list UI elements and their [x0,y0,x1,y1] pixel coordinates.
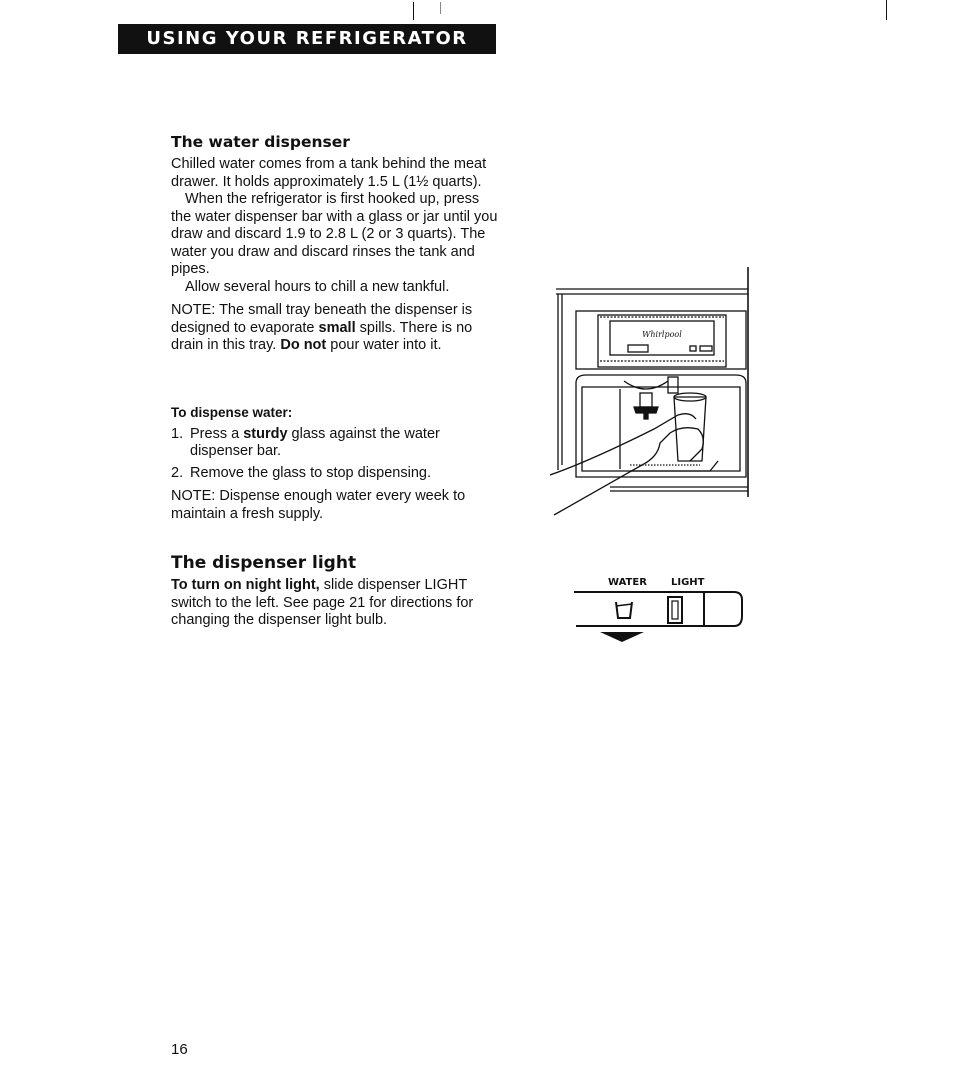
crop-mark [440,2,441,14]
control-panel-diagram [574,588,754,646]
dispenser-light-body [171,577,501,630]
list-item: 1. Press a sturdy glass against the water dispenser bar. [171,425,440,459]
crop-mark [886,0,887,20]
panel-outline [574,592,742,626]
note-tray: NOTE: The small tray beneath the dispenser is designed to evaporate small spills. There is no drain in this tray. Do not pour water into it. [171,302,473,353]
section-banner: USING YOUR REFRIGERATOR [118,24,496,54]
brand-logo: Whirlpool [642,330,682,339]
note-label: NOTE: [171,302,216,318]
crop-mark [413,2,414,20]
paragraph-first-use: When the refrigerator is first hooked up, press the water dispenser bar with a glass or jar until you draw and discard 1.9 to 2.8 L (2 or 3 quarts). The water you draw and discard rinses the tank and pipes. [171,191,498,277]
water-dispenser-body [171,156,501,355]
dispense-steps [171,426,501,483]
arrow-down-icon [600,632,644,642]
light-label: LIGHT [671,577,705,588]
dispense-subheading: To dispense water: [171,405,293,420]
paragraph-tank: Chilled water comes from a tank behind the meat drawer. It holds approximately 1.5 L (1½ quarts). [171,156,487,190]
list-item: 2. Remove the glass to stop dispensing. [171,464,431,481]
dispenser-light-heading: The dispenser light [171,553,357,573]
paragraph-chill: Allow several hours to chill a new tankful. [185,278,450,295]
water-label: WATER [608,577,647,588]
paragraph-night-light: To turn on night light, slide dispenser LIGHT switch to the left. See page 21 for directions for changing the dispenser light bulb. [171,577,474,628]
dispense-instructions [171,404,501,523]
water-dispenser-heading: The water dispenser [171,133,350,151]
note-weekly: NOTE: Dispense enough water every week to maintain a fresh supply. [171,488,466,522]
page-number: 16 [171,1041,188,1058]
dispenser-illustration [550,265,760,520]
